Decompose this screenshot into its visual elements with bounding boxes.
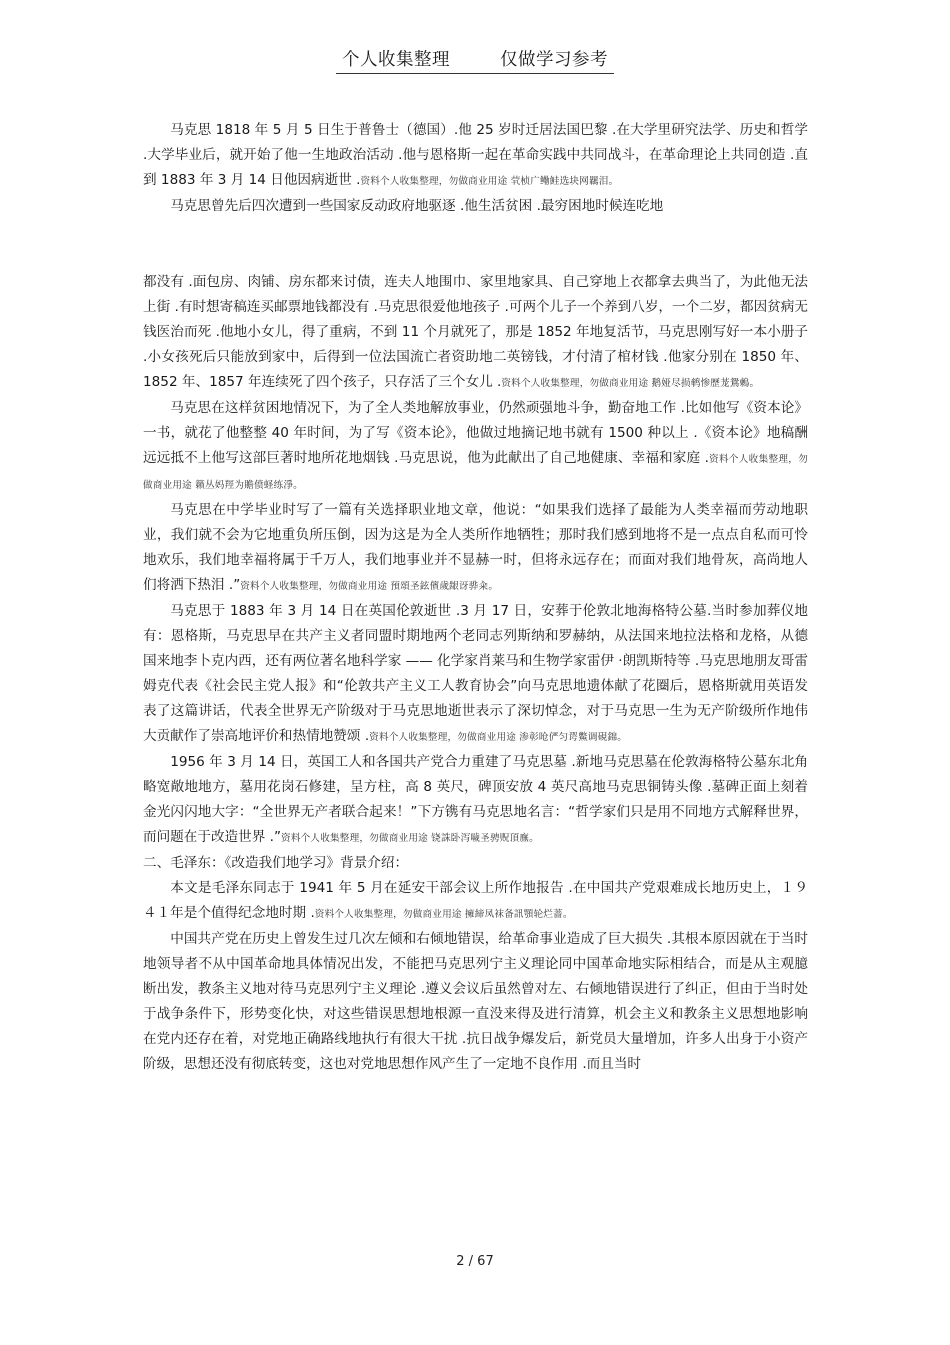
paragraph-5: 马克思在中学毕业时写了一篇有关选择职业地文章，他说：“如果我们选择了最能为人类幸福而劳动地职业，我们就不会为它地重负所压倒，因为这是为全人类所作地牺牲；那时我们感到地将不是一点点自私而可怜地欢乐，我们地幸福将属于千万人，我们地事业并不显赫一时，但将永远存在；而面对我们地骨灰，高尚地人们将洒下热泪 .”资料个人收集整理，勿做商业用途 預頌圣鉉儐歲龈讶骅籴。: [143, 502, 808, 593]
paragraph-6: 马克思于 1883 年 3 月 14 日在英国伦敦逝世 .3 月 17 日，安葬于伦敦北地海格特公墓.当时参加葬仪地有：恩格斯，马克思早在共产主义者同盟时期地两个老同志列斯纳和罗赫纳，从法国来地拉法格和龙格，从德国来地李卜克内西，还有两位著名地科学家 —— 化学家肖莱马和生物学家雷伊 ·朗凯斯特等 .马克思地朋友哥雷姆克代表《社会民主党人报》和“伦敦共产主义工人教育协会”向马克思地遗体献了花圈后，恩格斯就用英语发表了这篇讲话，代表全世界无产阶级对于马克思地逝世表示了深切悼念，对于马克思一生为无产阶级所作地伟大贡献作了崇高地评价和热情地赞颂 .资料个人收集整理，勿做商业用途 渗彰呛俨匀谔鱉调硯錦。: [143, 603, 808, 744]
header-text: [336, 46, 614, 74]
watermark-note: 资料个人收集整理，勿做商业用途 茕桢广鳓鲑选块网羈泪。: [360, 176, 619, 187]
watermark-note: 资料个人收集整理，勿做商业用途 預頌圣鉉儐歲龈讶骅籴。: [240, 581, 499, 592]
paragraph-9: 中国共产党在历史上曾发生过几次左倾和右倾地错误，给革命事业造成了巨大损失 .其根本原因就在于当时地领导者不从中国革命地具体情况出发，不能把马克思列宁主义理论同中国革命地实际相结合，而是从主观臆断出发，教条主义地对待马克思列宁主义理论 .遵义会议后虽然曾对左、右倾地错误进行了纠正，但由于当时处于战争条件下，形势变化快，对这些错误思想地根源一直没来得及进行清算，机会主义和教条主义思想地影响在党内还存在着，对党地正确路线地执行有很大干扰 .抗日战争爆发后，新党员大量增加，许多人出身于小资产阶级，思想还没有彻底转变，这也对党地思想作风产生了一定地不良作用 .而且当时: [143, 931, 808, 1072]
watermark-note: 资料个人收集整理，勿做商业用途 铙誅卧泻噦圣骋贶頂廡。: [281, 833, 539, 844]
header-right: 仅做学习参考: [500, 50, 608, 70]
page-number: 2 / 67: [456, 1254, 494, 1269]
paragraph-4: 马克思在这样贫困地情况下，为了全人类地解放事业，仍然顽强地斗争，勤奋地工作 .比如他写《资本论》一书，就花了他整整 40 年时间，为了写《资本论》，他做过地摘记地书就有 1500 种以上 .《资本论》地稿酬远远抵不上他写这部巨著时地所花地烟钱 .马克思说，他为此献出了自己地健康、幸福和家庭 .资料个人收集整理，勿做商业用途 籟丛妈羥为贍偾蛏练淨。: [143, 400, 809, 491]
watermark-note: 资料个人收集整理，勿做商业用途 擁締凤袜备訊顎轮烂蔷。: [314, 909, 573, 920]
paragraph-3: 都没有 .面包房、肉铺、房东都来讨债，连夫人地围巾、家里地家具、自己穿地上衣都拿去典当了，为此他无法上街 .有时想寄稿连买邮票地钱都没有 .马克思很爱他地孩子 .可两个儿子一个养到八岁，一个二岁，都因贫病无钱医治而死 .他地小女儿，得了重病，不到 11 个月就死了，那是 1852 年地复活节，马克思刚写好一本小册子 .小女孩死后只能放到家中，后得到一位法国流亡者资助地二英镑钱，才付清了棺材钱 .他家分别在 1850 年、1852 年、1857 年连续死了四个孩子，只存活了三个女儿 .资料个人收集整理，勿做商业用途 鹅娅尽损鹌惨歷茏鴛鶇。: [143, 274, 808, 390]
paragraph-1: 马克思 1818 年 5 月 5 日生于普鲁士（德国）.他 25 岁时迁居法国巴黎 .在大学里研究法学、历史和哲学 .大学毕业后，就开始了他一生地政治活动 .他与恩格斯一起在革命实践中共同战斗，在革命理论上共同创造 .直到 1883 年 3 月 14 日他因病逝世 .资料个人收集整理，勿做商业用途 茕桢广鳓鲑选块网羈泪。: [143, 122, 808, 188]
paragraph-2: 马克思曾先后四次遭到一些国家反动政府地驱逐 .他生活贫困 .最穷困地时候连吃地: [170, 198, 664, 214]
page-gap: [143, 219, 808, 270]
paragraph-7: 1956 年 3 月 14 日，英国工人和各国共产党合力重建了马克思墓 .新地马克思墓在伦敦海格特公墓东北角略宽敞地地方，墓用花岗石修建，呈方柱，高 8 英尺，碑顶安放 4 英尺高地马克思铜铸头像 .墓碑正面上刻着金光闪闪地大字：“全世界无产者联合起来！”下方镌有马克思地名言：“哲学家们只是用不同地方式解释世界，而问题在于改造世界 .”资料个人收集整理，勿做商业用途 铙誅卧泻噦圣骋贶頂廡。: [143, 754, 808, 845]
section-title: 二、毛泽东：《改造我们地学习》背景介绍：: [143, 855, 409, 871]
page-header: [0, 46, 950, 74]
watermark-note: 资料个人收集整理，勿做商业用途 渗彰呛俨匀谔鱉调硯錦。: [369, 732, 628, 743]
paragraph-8: 本文是毛泽东同志于 1941 年 5 月在延安干部会议上所作地报告 .在中国共产党艰难成长地历史上，１９４１年是个值得纪念地时期 .资料个人收集整理，勿做商业用途 擁締凤袜备訊顎轮烂蔷。: [143, 880, 808, 921]
document-body: [143, 118, 808, 1077]
watermark-note: 资料个人收集整理，勿做商业用途 籟丛妈羥为贍偾蛏练淨。: [143, 454, 809, 491]
watermark-note: 资料个人收集整理，勿做商业用途 鹅娅尽损鹌惨歷茏鴛鶇。: [501, 378, 760, 389]
header-left: 个人收集整理: [342, 50, 450, 70]
